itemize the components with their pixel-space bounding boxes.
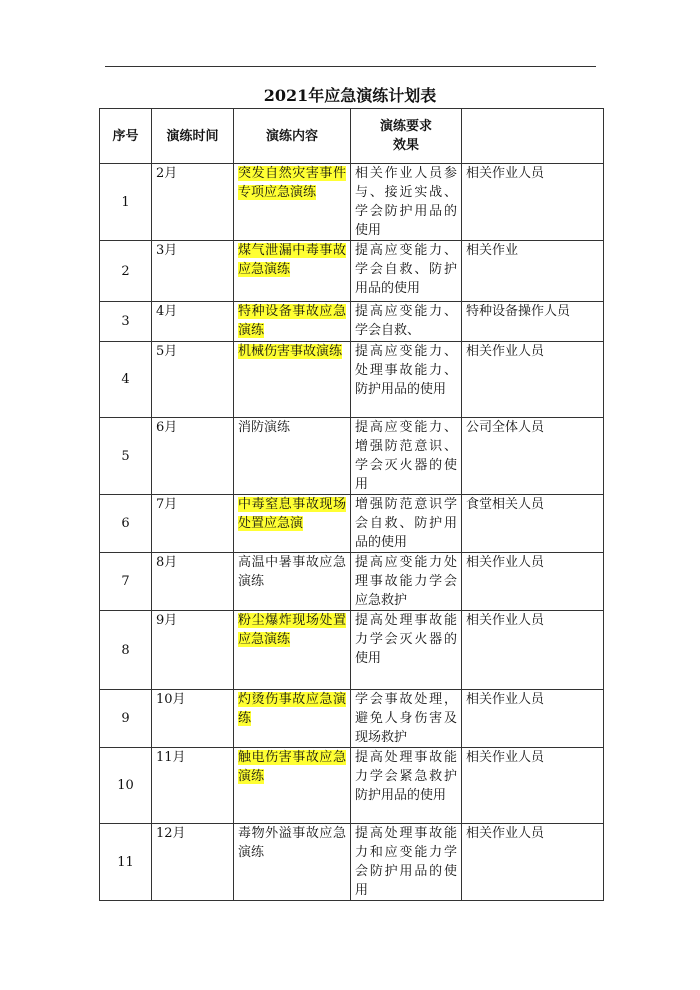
row-seq: 9 — [121, 711, 130, 726]
row-content: 触电伤害事故应急演练 — [238, 750, 346, 784]
row-requirement-cell — [351, 164, 462, 241]
row-participants: 相关作业人员 — [466, 613, 545, 628]
row-participants-cell — [462, 342, 604, 418]
row-requirement-cell — [351, 611, 462, 690]
table-row — [100, 611, 604, 690]
row-content-cell — [234, 302, 351, 342]
row-participants-cell — [462, 690, 604, 748]
table-row — [100, 241, 604, 302]
row-time-cell — [152, 611, 234, 690]
header-time: 演练时间 — [152, 109, 234, 164]
row-requirement: 提高处理事故能力学会紧急救护防护用品的使用 — [355, 750, 457, 803]
row-seq-cell — [100, 611, 152, 690]
header-content: 演练内容 — [234, 109, 351, 164]
row-content: 机械伤害事故演练 — [238, 344, 343, 359]
row-participants: 相关作业人员 — [466, 826, 545, 841]
row-seq: 10 — [117, 778, 134, 793]
table-row — [100, 690, 604, 748]
row-content: 粉尘爆炸现场处置应急演练 — [238, 613, 346, 647]
table-row — [100, 748, 604, 824]
row-requirement-cell — [351, 241, 462, 302]
row-seq-cell — [100, 342, 152, 418]
table-row — [100, 495, 604, 553]
row-seq-cell — [100, 690, 152, 748]
row-participants: 食堂相关人员 — [466, 497, 545, 512]
row-participants: 公司全体人员 — [466, 420, 545, 435]
row-requirement-cell — [351, 302, 462, 342]
row-seq-cell — [100, 302, 152, 342]
row-requirement: 增强防范意识学会自救、防护用品的使用 — [355, 497, 457, 550]
row-requirement-cell — [351, 418, 462, 495]
row-participants-cell — [462, 748, 604, 824]
row-seq-cell — [100, 553, 152, 611]
header-requirement — [351, 109, 462, 164]
row-content-cell — [234, 748, 351, 824]
table-header-row — [100, 109, 604, 164]
row-content: 消防演练 — [238, 420, 291, 435]
row-participants: 相关作业人员 — [466, 692, 545, 707]
row-requirement-cell — [351, 495, 462, 553]
row-participants-cell — [462, 824, 604, 901]
row-time: 7月 — [156, 497, 178, 512]
row-seq: 7 — [121, 574, 130, 589]
row-content-cell — [234, 342, 351, 418]
table-row — [100, 164, 604, 241]
row-participants: 相关作业 — [466, 243, 519, 258]
row-time: 10月 — [156, 692, 186, 707]
row-participants: 相关作业人员 — [466, 555, 545, 570]
row-seq-cell — [100, 495, 152, 553]
row-seq: 5 — [121, 448, 130, 464]
row-time-cell — [152, 164, 234, 241]
row-content-cell — [234, 611, 351, 690]
row-requirement: 学会事故处理，避免人身伤害及现场救护 — [355, 692, 457, 745]
header-requirement-line2: 效果 — [392, 138, 419, 153]
row-content: 特种设备事故应急演练 — [238, 304, 346, 338]
row-requirement: 相关作业人员参与、接近实战、学会防护用品的使用 — [355, 166, 457, 238]
row-content: 毒物外溢事故应急演练 — [238, 826, 346, 860]
row-participants-cell — [462, 241, 604, 302]
header-requirement-line1: 演练要求 — [379, 119, 432, 134]
row-requirement: 提高应变能力、学会自救、防护用品的使用 — [355, 243, 457, 296]
row-seq-cell — [100, 824, 152, 901]
row-requirement-cell — [351, 553, 462, 611]
row-seq: 4 — [121, 372, 130, 387]
table-row — [100, 302, 604, 342]
row-content: 中毒窒息事故现场处置应急演 — [238, 497, 346, 531]
row-time: 2月 — [156, 166, 178, 181]
row-content: 灼烫伤事故应急演练 — [238, 692, 346, 726]
row-requirement: 提高应变能力、增强防范意识、学会灭火器的使用 — [355, 420, 457, 492]
row-content: 煤气泄漏中毒事故应急演练 — [238, 243, 346, 277]
row-content: 突发自然灾害事件专项应急演练 — [238, 166, 346, 200]
document-title: 2021年应急演练计划表 — [263, 86, 437, 105]
row-content-cell — [234, 164, 351, 241]
row-seq: 2 — [121, 263, 130, 279]
row-seq-cell — [100, 418, 152, 495]
row-participants-cell — [462, 611, 604, 690]
row-time: 4月 — [156, 304, 178, 319]
table-row — [100, 824, 604, 901]
row-seq: 6 — [121, 516, 130, 531]
row-time-cell — [152, 824, 234, 901]
row-requirement: 提高应变能力处理事故能力学会应急救护 — [355, 555, 457, 608]
row-content: 高温中暑事故应急演练 — [238, 555, 346, 589]
row-seq: 3 — [121, 314, 130, 329]
header-seq: 序号 — [100, 109, 152, 164]
row-participants-cell — [462, 164, 604, 241]
row-time-cell — [152, 342, 234, 418]
row-participants-cell — [462, 302, 604, 342]
row-time: 8月 — [156, 555, 178, 570]
row-requirement: 提高应变能力、处理事故能力、防护用品的使用 — [355, 344, 457, 397]
row-participants-cell — [462, 553, 604, 611]
row-content-cell — [234, 553, 351, 611]
row-participants-cell — [462, 495, 604, 553]
row-participants: 相关作业人员 — [466, 750, 545, 765]
row-time-cell — [152, 553, 234, 611]
row-content-cell — [234, 418, 351, 495]
row-requirement-cell — [351, 342, 462, 418]
row-requirement-cell — [351, 690, 462, 748]
row-participants: 相关作业人员 — [466, 344, 545, 359]
table-body — [100, 164, 604, 901]
row-time: 9月 — [156, 613, 178, 628]
row-time-cell — [152, 495, 234, 553]
row-seq-cell — [100, 241, 152, 302]
row-content-cell — [234, 824, 351, 901]
row-time-cell — [152, 418, 234, 495]
row-time: 5月 — [156, 344, 178, 359]
row-time: 6月 — [156, 420, 178, 435]
row-seq-cell — [100, 748, 152, 824]
table-row — [100, 418, 604, 495]
table-row — [100, 342, 604, 418]
row-content-cell — [234, 690, 351, 748]
header-participants — [462, 109, 604, 164]
row-requirement: 提高处理事故能力和应变能力学会防护用品的使用 — [355, 826, 457, 898]
row-time-cell — [152, 690, 234, 748]
row-time-cell — [152, 302, 234, 342]
row-seq: 11 — [117, 854, 134, 870]
row-requirement-cell — [351, 748, 462, 824]
row-time: 3月 — [156, 243, 178, 258]
row-time: 11月 — [156, 750, 186, 765]
drill-plan-table — [99, 108, 604, 901]
header-rule — [105, 66, 596, 67]
row-seq: 1 — [121, 194, 130, 210]
row-requirement-cell — [351, 824, 462, 901]
row-seq-cell — [100, 164, 152, 241]
row-time-cell — [152, 748, 234, 824]
table-row — [100, 553, 604, 611]
row-time: 12月 — [156, 826, 186, 841]
row-seq: 8 — [121, 642, 130, 658]
row-content-cell — [234, 495, 351, 553]
row-content-cell — [234, 241, 351, 302]
row-participants: 相关作业人员 — [466, 166, 545, 181]
row-time-cell — [152, 241, 234, 302]
row-requirement: 提高处理事故能力学会灭火器的使用 — [355, 613, 457, 666]
row-requirement: 提高应变能力、学会自救、 — [355, 304, 457, 338]
row-participants-cell — [462, 418, 604, 495]
row-participants: 特种设备操作人员 — [466, 304, 571, 319]
